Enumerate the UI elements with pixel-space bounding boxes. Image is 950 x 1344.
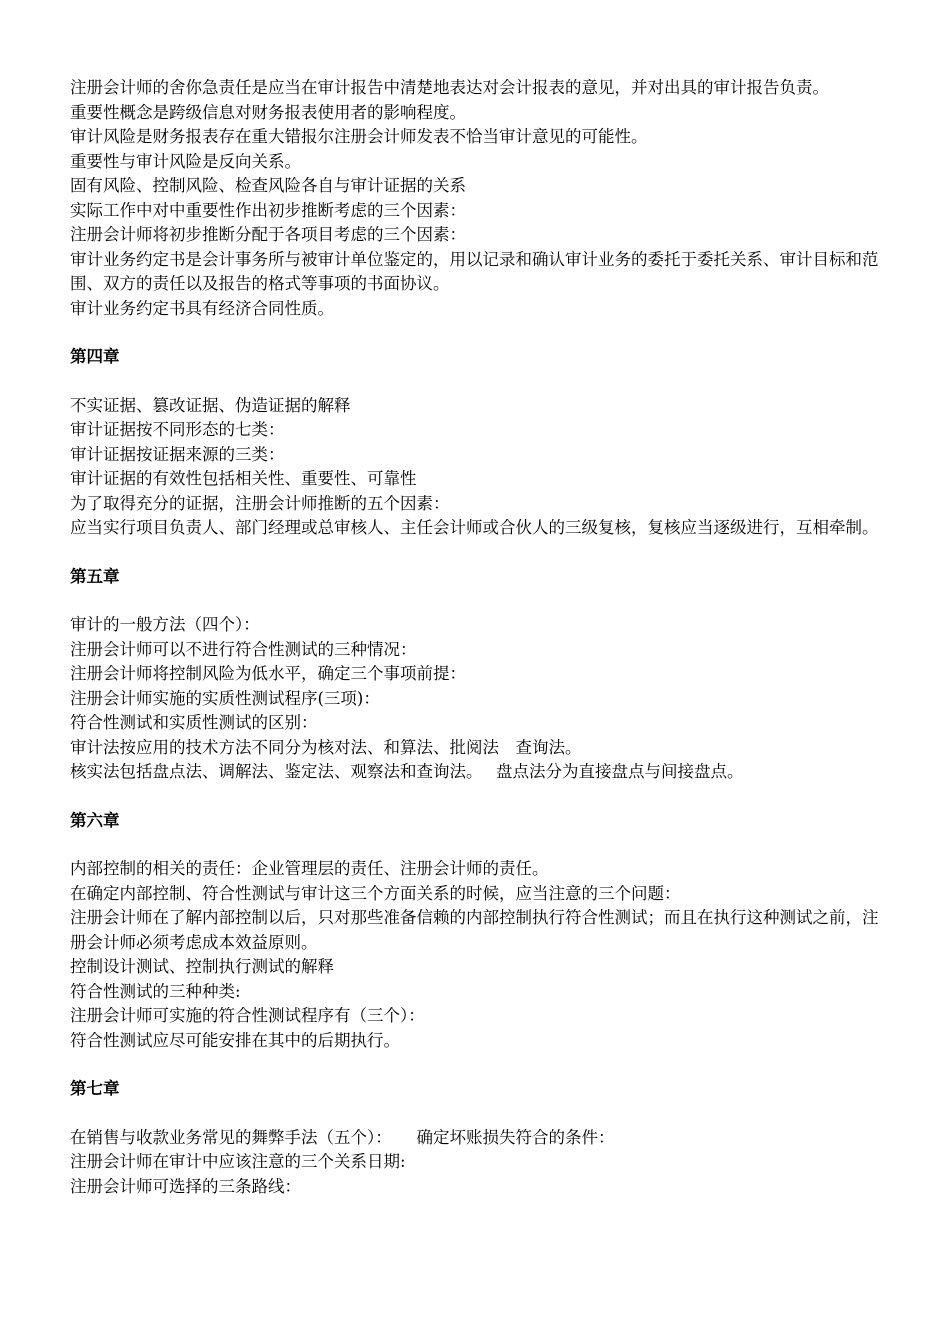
text-line: 重要性概念是跨级信息对财务报表使用者的影响程度。 [70, 102, 466, 122]
text-line: 注册会计师在了解内部控制以后，只对那些准备信赖的内部控制执行符合性测试；而且在执行这种测试之前，注册会计师必须考虑成本效益原则。 [70, 908, 879, 952]
text-line: 审计业务约定书是会计事务所与被审计单位鉴定的，用以记录和确认审计业务的委托于委托关系、审计目标和范围、双方的责任以及报告的格式等事项的书面协议。 [70, 249, 879, 293]
text-line: 注册会计师的舍你急责任是应当在审计报告中清楚地表达对会计报表的意见，并对出具的审计报告负责。 [70, 78, 829, 97]
text-line: 注册会计师可以不进行符合性测试的三种情况： [70, 639, 417, 659]
text-line: 在确定内部控制、符合性测试与审计这三个方面关系的时候，应当注意的三个问题： [70, 883, 681, 903]
document-page [70, 76, 890, 1199]
text-line: 控制设计测试、控制执行测试的解释 [70, 957, 334, 976]
text-line: 在销售与收款业务常见的舞弊手法（五个）： 确定坏账损失符合的条件： [70, 1127, 615, 1147]
text-line: 为了取得充分的证据，注册会计师推断的五个因素： [70, 493, 450, 513]
text-line: 审计业务约定书具有经济合同性质。 [70, 298, 334, 318]
chapter-5-heading: 第五章 [70, 566, 120, 586]
text-line: 注册会计师可选择的三条路线： [70, 1176, 301, 1196]
chapter-5-section [70, 613, 890, 785]
chapter-6-heading: 第六章 [70, 810, 120, 830]
chapter-6-section [70, 857, 890, 1053]
text-line: 注册会计师可实施的符合性测试程序有（三个）： [70, 1006, 425, 1025]
text-line: 审计证据按不同形态的七类： [70, 420, 285, 439]
chapter-4-heading: 第四章 [70, 347, 120, 366]
text-line: 注册会计师将控制风险为低水平，确定三个事项前提： [70, 664, 466, 683]
text-line: 审计风险是财务报表存在重大错报尔注册会计师发表不恰当审计意见的可能性。 [70, 127, 648, 146]
text-line: 注册会计师在审计中应该注意的三个关系日期: [70, 1152, 406, 1171]
text-line: 实际工作中对中重要性作出初步推断考虑的三个因素： [70, 200, 466, 220]
chapter-4-section [70, 394, 890, 541]
text-line: 核实法包括盘点法、调解法、鉴定法、观察法和查询法。 盘点法分为直接盘点与间接盘点。 [70, 762, 744, 781]
text-line: 符合性测试应尽可能安排在其中的后期执行。 [70, 1030, 400, 1050]
text-line: 符合性测试的三种种类: [70, 981, 241, 1001]
text-line: 审计证据的有效性包括相关性、重要性、可靠性 [70, 469, 417, 488]
text-line: 内部控制的相关的责任：企业管理层的责任、注册会计师的责任。 [70, 859, 549, 878]
text-line: 审计法按应用的技术方法不同分为核对法、和算法、批阅法 查询法。 [70, 737, 582, 757]
text-line: 审计证据按证据来源的三类： [70, 444, 285, 464]
intro-section [70, 76, 890, 321]
text-line: 应当实行项目负责人、部门经理或总审核人、主任会计师或合伙人的三级复核，复核应当逐级进行，互相牵制。 [70, 518, 879, 537]
chapter-7-section [70, 1126, 890, 1200]
chapter-7-heading: 第七章 [70, 1079, 120, 1098]
text-line: 重要性与审计风险是反向关系。 [70, 151, 301, 171]
text-line: 注册会计师实施的实质性测试程序(三项)： [70, 688, 380, 708]
text-line: 固有风险、控制风险、检查风险各自与审计证据的关系 [70, 176, 466, 195]
text-line: 不实证据、篡改证据、伪造证据的解释 [70, 395, 351, 415]
text-line: 符合性测试和实质性测试的区别： [70, 713, 318, 732]
text-line: 注册会计师将初步推断分配于各项目考虑的三个因素： [70, 225, 466, 244]
text-line: 审计的一般方法（四个）： [70, 615, 260, 634]
